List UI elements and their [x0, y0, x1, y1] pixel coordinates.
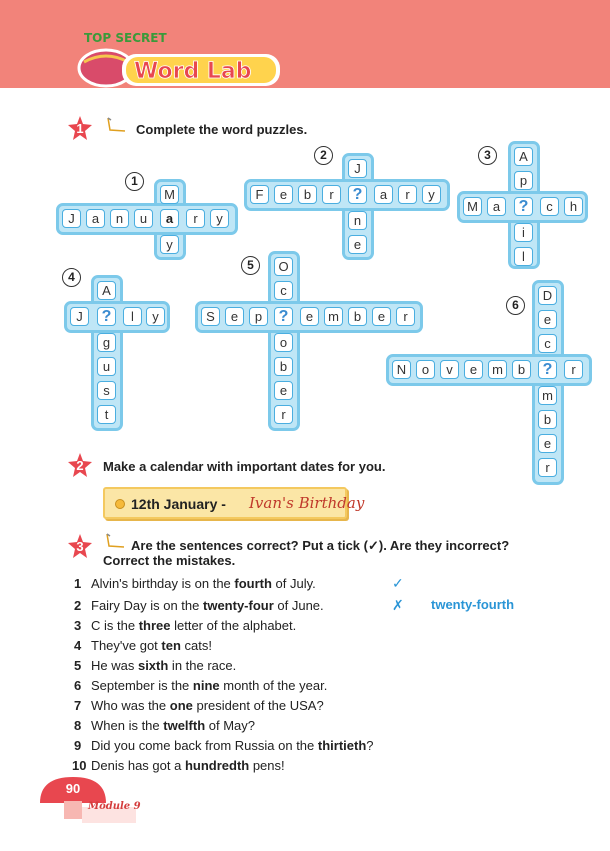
exercise-sentence: Who was the one president of the USA? — [91, 698, 324, 713]
puzzle-cell: c — [538, 334, 557, 353]
puzzle-cell: S — [201, 307, 220, 326]
puzzle-cell: e — [464, 360, 483, 379]
puzzle-cell: r — [538, 458, 557, 477]
puzzle-cell-missing: ? — [348, 185, 367, 204]
exercise-sentence: C is the three letter of the alphabet. — [91, 618, 297, 633]
puzzle-cell: c — [540, 197, 559, 216]
exercise-sentence: He was sixth in the race. — [91, 658, 237, 673]
puzzle-cell: b — [348, 307, 367, 326]
calendar-example-event: Ivan's Birthday — [249, 494, 365, 512]
puzzle-cell: r — [322, 185, 341, 204]
puzzle-cell: J — [62, 209, 81, 228]
exercise-number: 1 — [74, 576, 82, 591]
section-2-number: 2 — [76, 458, 84, 473]
puzzle-cell: g — [97, 333, 116, 352]
exercise-sentence: Denis has got a hundredth pens! — [91, 758, 285, 773]
puzzle-4-number: 4 — [62, 268, 81, 287]
puzzle-cell: y — [160, 235, 179, 254]
puzzle-cell: i — [514, 223, 533, 242]
puzzle-cell: r — [274, 405, 293, 424]
puzzle-cell: p — [249, 307, 268, 326]
exercise-number: 2 — [74, 598, 82, 613]
exercise-number: 7 — [74, 698, 82, 713]
puzzle-cell: e — [225, 307, 244, 326]
exercise-number: 8 — [74, 718, 82, 733]
puzzle-cell: p — [514, 171, 533, 190]
calendar-example-date: 12th January - — [131, 496, 226, 512]
bullet-dot — [115, 499, 125, 509]
exercise-sentence: When is the twelfth of May? — [91, 718, 256, 733]
puzzle-cell: M — [160, 185, 179, 204]
puzzle-cell: M — [463, 197, 482, 216]
section-2-instruction: Make a calendar with important dates for you. — [103, 459, 386, 474]
puzzle-cell: r — [398, 185, 417, 204]
puzzle-cell: a — [86, 209, 105, 228]
section-1-number: 1 — [76, 121, 84, 136]
puzzle-cell: e — [348, 235, 367, 254]
logo-top-text: TOP SECRET — [84, 31, 167, 45]
pencil-icon — [105, 116, 127, 134]
puzzle-cell: t — [97, 405, 116, 424]
puzzle-cell: J — [348, 159, 367, 178]
puzzle-cell: c — [274, 281, 293, 300]
puzzle-cell: u — [97, 357, 116, 376]
puzzle-cell: b — [512, 360, 531, 379]
puzzle-cell: a — [487, 197, 506, 216]
puzzle-cell: o — [274, 333, 293, 352]
page-footer — [38, 775, 141, 835]
section-3-instruction: Are the sentences correct? Put a tick (✓). Are they incorrect? — [131, 538, 510, 553]
puzzle-cell: e — [274, 185, 293, 204]
puzzle-cell: y — [422, 185, 441, 204]
exercise-sentence: They've got ten cats! — [91, 638, 212, 653]
puzzle-cell: r — [396, 307, 415, 326]
cross-mark-icon: ✗ — [392, 597, 404, 613]
exercise-sentence: September is the nine month of the year. — [91, 678, 328, 693]
puzzle-cell: e — [538, 434, 557, 453]
puzzle-cell: e — [274, 381, 293, 400]
puzzle-cell: N — [392, 360, 411, 379]
puzzle-cell: O — [274, 257, 293, 276]
puzzle-cell: o — [416, 360, 435, 379]
puzzle-cell: m — [488, 360, 507, 379]
puzzle-cell: r — [564, 360, 583, 379]
puzzle-6-number: 6 — [506, 296, 525, 315]
section-3-number: 3 — [76, 539, 84, 554]
puzzle-cell: m — [324, 307, 343, 326]
module-label: Module 9 — [88, 801, 141, 812]
puzzle-cell: v — [440, 360, 459, 379]
puzzle-cell: y — [210, 209, 229, 228]
puzzle-cell: b — [298, 185, 317, 204]
section-1-instruction: Complete the word puzzles. — [136, 122, 308, 137]
puzzle-cell: J — [70, 307, 89, 326]
logo-main-text: Word Lab — [134, 59, 252, 84]
section-1-star — [67, 115, 93, 141]
puzzle-3-number: 3 — [478, 146, 497, 165]
puzzle-cell: e — [300, 307, 319, 326]
section-2-star — [67, 452, 93, 478]
exercise-sentence: Did you come back from Russia on the thirtieth? — [91, 738, 374, 753]
puzzle-cell: u — [134, 209, 153, 228]
puzzle-cell: n — [348, 211, 367, 230]
puzzle-cell: h — [564, 197, 583, 216]
puzzle-cell: s — [97, 381, 116, 400]
calendar-example-banner — [103, 487, 365, 519]
tick-mark-icon: ✓ — [392, 575, 404, 591]
puzzle-cell: A — [514, 147, 533, 166]
exercise-number: 6 — [74, 678, 82, 693]
pencil-icon — [104, 532, 126, 550]
puzzle-cell-missing: ? — [514, 197, 533, 216]
puzzle-1-number: 1 — [125, 172, 144, 191]
exercise-number: 9 — [74, 738, 82, 753]
puzzle-cell: l — [123, 307, 142, 326]
puzzle-cell: b — [538, 410, 557, 429]
puzzle-cell: l — [514, 247, 533, 266]
puzzle-cell-missing: ? — [97, 307, 116, 326]
exercise-number: 5 — [74, 658, 82, 673]
puzzle-cell: b — [274, 357, 293, 376]
puzzle-cell: m — [538, 386, 557, 405]
section-3-instruction-line2: Correct the mistakes. — [103, 553, 236, 568]
puzzle-cell: y — [146, 307, 165, 326]
puzzle-cell: F — [250, 185, 269, 204]
exercise-sentence: Fairy Day is on the twenty-four of June. — [91, 598, 324, 613]
puzzle-cell: e — [372, 307, 391, 326]
page-number: 90 — [65, 781, 81, 796]
puzzle-cell: A — [97, 281, 116, 300]
exercise-number: 3 — [74, 618, 82, 633]
puzzle-cell: n — [110, 209, 129, 228]
puzzle-cell: a — [374, 185, 393, 204]
puzzle-cell: e — [538, 310, 557, 329]
word-lab-logo — [76, 28, 286, 92]
puzzle-5-number: 5 — [241, 256, 260, 275]
exercise-number: 4 — [74, 638, 82, 653]
puzzle-cell: r — [186, 209, 205, 228]
exercise-number: 10 — [72, 758, 87, 773]
section-3-star — [67, 533, 93, 559]
puzzle-cell: D — [538, 286, 557, 305]
exercise-sentence: Alvin's birthday is on the fourth of July. — [91, 576, 316, 591]
puzzle-2-number: 2 — [314, 146, 333, 165]
puzzle-cell-shared: a — [160, 209, 179, 228]
puzzle-cell-missing: ? — [538, 360, 557, 379]
correction-answer: twenty-fourth — [431, 597, 515, 612]
puzzle-cell-missing: ? — [274, 307, 293, 326]
